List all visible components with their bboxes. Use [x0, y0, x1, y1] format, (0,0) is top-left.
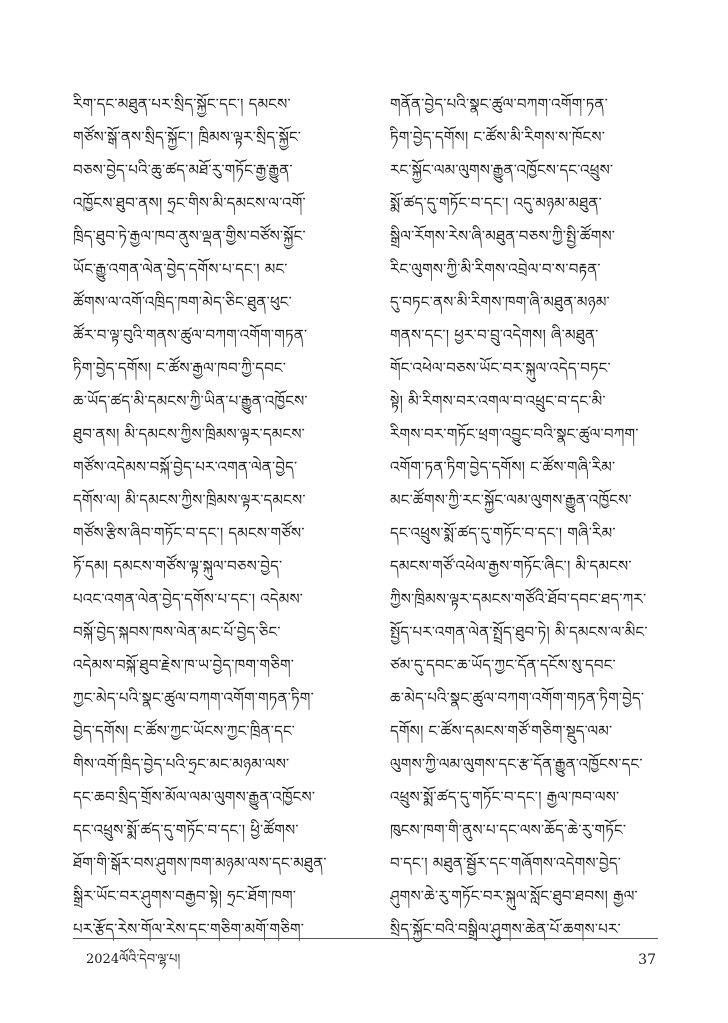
- text-line: དུ་བཏང་ནས་མི་རིགས་ཁག་ཞི་མཐུན་མཉམ་: [390, 293, 610, 311]
- text-line: སྒྲིལ་རོགས་རེས་ཞི་མཐུན་བཅས་ཀྱི་སྤྱི་ཚོགས་: [390, 227, 616, 245]
- text-line: བཅས་བྱེད་པའི་ཆུ་ཚད་མཐོ་རུ་གཏོང་རྒྱ་རྒྱུན་: [73, 161, 293, 179]
- text-line: འཁྱོངས་ཐུབ་ནས། ཧྲང་གིས་མི་དམངས་ལ་འགོ་: [73, 194, 306, 212]
- running-footer: 2024ལོའི་དེབ་ལྷ་པ།: [86, 952, 181, 967]
- text-line: གནོན་བྱེད་པའི་སྣང་ཚུལ་བཀག་འགོག་ཏན་: [390, 95, 608, 113]
- text-line: ཀྱང་མེད་པའི་སྣང་ཚུལ་བཀག་འགོག་གཏན་ཏིག་: [73, 689, 314, 707]
- text-line: རིག་དང་མཐུན་པར་སྲིད་སྐྱོང་དང་། དམངས་: [73, 95, 291, 113]
- text-line: ཆ་མེད་པའི་སྣང་ཚུལ་བཀག་འགོག་གཏན་ཏིག་བྱེད་: [390, 689, 645, 707]
- text-line: ཆ་ཡོད་ཚད་མི་དམངས་ཀྱི་ཡིན་པ་རྒྱུན་འཁྱོངས་: [73, 392, 308, 410]
- text-line: ཡོང་རྒྱུ་འགན་ལེན་བྱེད་དགོས་པ་དང་། མང་: [73, 260, 288, 278]
- footer-divider: [73, 938, 658, 939]
- text-line: ཁྲིད་ཐུབ་ཏེ་རྒྱལ་ཁབ་ནུས་ལྡན་གྱིས་བཙོས་སྐྱོང་: [73, 227, 306, 245]
- text-line: ཁུངས་ཁག་གི་ནུས་པ་དང་ལས་ཆོད་ཆེ་རུ་གཏོང་: [390, 821, 627, 839]
- page-number: 37: [638, 952, 656, 968]
- text-line: ཏོ་དམ། དམངས་གཙོས་ལྟ་སྐུལ་བཅས་བྱེད་: [73, 557, 283, 575]
- text-line: བསྐོ་བྱེད་སྐབས་ཁས་ལེན་མང་པོ་བྱེད་ཅིང་: [73, 623, 281, 641]
- text-line: སྟེ། མི་རིགས་བར་འགལ་བ་འཕྲུང་བ་དང་མི་: [390, 392, 606, 410]
- text-line: ཚོགས་ལ་འགོ་འཁྲིད་ཁག་མེད་ཅིང་ཐུན་ཕུང་: [73, 293, 293, 311]
- text-line: ཚོར་བ་ལྟ་བུའི་གནས་ཚུལ་བཀག་འགོག་གཏན་: [73, 326, 308, 344]
- text-line: གཙོས་འདེམས་བསྐོ་བྱེད་པར་འགན་ལེན་བྱེད་: [73, 458, 298, 476]
- text-line: སྤྱོད་པར་འགན་ལེན་སྤྲོད་ཐུབ་ཏེ། མི་དམངས་ལ་མིང་: [390, 623, 648, 641]
- text-line: པར་རྩོད་རེས་གོལ་རེས་དང་གཅིག་མགོ་གཅིག་: [73, 920, 305, 938]
- text-line: ཐུབ་ནས། མི་དམངས་ཀྱིས་ཁྲིམས་ལྟར་དམངས་: [73, 425, 305, 443]
- left-text-column: [73, 88, 363, 946]
- text-line: རིང་ལུགས་ཀྱི་མི་རིགས་འབྲེལ་བ་ས་བརྟན་: [390, 260, 601, 278]
- text-line: གོང་འཕེལ་བཅས་ཡོང་བར་སྐུལ་འདེད་བཏང་: [390, 359, 611, 377]
- text-line: ཤུགས་ཆེ་རུ་གཏོང་བར་སྐུལ་སློང་ཐུབ་ཐབས། རྒྱལ་: [390, 887, 638, 905]
- text-line: ཐོག་གི་སྒོར་བས་ཤུགས་ཁག་མཉམ་ལས་དང་མཐུན་: [73, 854, 327, 872]
- text-line: གིས་འགོ་ཁྲིད་བྱེད་པའི་ཧྲང་མང་མཉམ་ལས་: [73, 755, 290, 773]
- text-line: སྲིད་སྐྱོང་བའི་བསྒྲིལ་ཤུགས་ཆེན་པོ་ཆགས་པར་: [390, 920, 621, 938]
- text-line: གནས་དང་། ཕྱར་བ་བྲུ་འདེགས། ཞི་མཐུན་: [390, 326, 599, 344]
- text-line: དགོས་ལ། མི་དམངས་ཀྱིས་ཁྲིམས་ལྟར་དམངས་: [73, 491, 306, 509]
- text-line: དང་འཕྲུས་སྨོ་ཚད་དུ་གཏོང་བ་དང་། ཕྱི་ཚོགས་: [73, 821, 299, 839]
- text-line: གཙོས་སྒོ་ནས་སྲིད་སྐྱོང་། ཁྲིམས་ལྟར་སྲིད་སྐྱོང་: [73, 128, 302, 146]
- text-line: བྱེད་དགོས། ང་ཚོས་ཀྱང་ཡོངས་ཀྱང་ཁྲིན་དང་: [73, 722, 296, 740]
- text-line: ལུགས་ཀྱི་ལམ་ལུགས་དང་རྩ་དོན་རྒྱུན་འཁྱོངས་དང་: [390, 755, 643, 773]
- text-line: དང་ཆབ་སྲིད་གྲོས་མོལ་ལམ་ལུགས་རྒྱུན་འཁྱོངས་: [73, 788, 316, 806]
- right-text-column: [390, 88, 680, 946]
- text-line: ཏིག་བྱེད་དགོས། ང་ཚོས་མི་རིགས་ས་ཁོངས་: [390, 128, 606, 146]
- text-line: རིགས་བར་གཏོང་ཕྲག་འབྱུང་བའི་སྣང་ཚུལ་བཀག་: [390, 425, 639, 443]
- text-line: སྨོ་ཚད་དུ་གཏོང་བ་དང་། འདུ་མཉམ་མཐུན་: [390, 194, 602, 212]
- text-line: གཙོས་རྩིས་ཞིབ་གཏོང་བ་དང་། དམངས་གཙོས་: [73, 524, 305, 542]
- text-line: སྒྲིར་ཡོང་བར་ཤུགས་བརྒྱབ་སྟེ། ཧྲང་ཐོག་ཁག་: [73, 887, 297, 905]
- text-line: འཕྲུས་སྨོ་ཚད་དུ་གཏོང་བ་དང་། རྒྱལ་ཁབ་ལས་: [390, 788, 620, 806]
- text-line: ཙམ་དུ་དབང་ཆ་ཡོད་ཀྱང་དོན་དངོས་སུ་དབང་: [390, 656, 616, 674]
- text-line: འགོག་ཏན་ཏིག་བྱེད་དགོས། ང་ཚོས་གཞི་རིམ་: [390, 458, 616, 476]
- text-line: དམངས་གཙོ་འཕེལ་རྒྱས་གཏོང་ཞིང་། མི་དམངས་: [390, 557, 632, 575]
- text-line: མང་ཚོགས་ཀྱི་རང་སྐྱོང་ལམ་ལུགས་རྒྱུན་འཁྱོངས་: [390, 491, 632, 509]
- text-line: འདེམས་བསྐོ་ཐུབ་རྗེས་ཁ་ཡ་བྱེད་ཁག་གཅིག་: [73, 656, 295, 674]
- text-line: བ་དང་། མཐུན་སྦྱོར་དང་གཞོགས་འདེགས་བྱེད་: [390, 854, 622, 872]
- text-line: དགོས། ང་ཚོས་དམངས་གཙོ་གཅིག་སྡུད་ལམ་: [390, 722, 613, 740]
- text-line: ཏིག་བྱེད་དགོས། ང་ཚོས་རྒྱལ་ཁབ་ཀྱི་དབང་: [73, 359, 287, 377]
- text-line: པའང་འགན་ལེན་བྱེད་དགོས་པ་དང་། འདེམས་: [73, 590, 304, 608]
- text-line: དང་འཕྲུས་སྨོ་ཚད་དུ་གཏོང་བ་དང་། གཞི་རིམ་: [390, 524, 616, 542]
- text-line: རང་སྐྱོང་ལམ་ལུགས་རྒྱུན་འཁྱོངས་དང་འཕྲུས་: [390, 161, 614, 179]
- text-line: ཀྱིས་ཁྲིམས་ལྟར་དམངས་གཙོའི་ཐོབ་དབང་ཐད་ཀར་: [390, 590, 647, 608]
